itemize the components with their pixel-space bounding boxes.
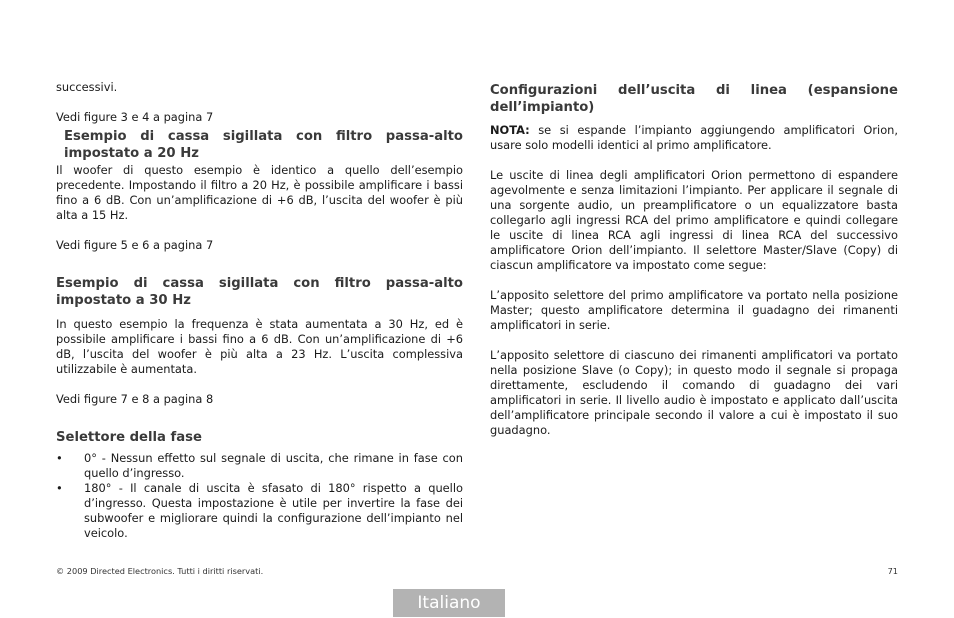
section-heading: Esempio di cassa sigillata con filtro passa-alto impostato a 30 Hz [56,276,463,308]
body-paragraph: In questo esempio la frequenza è stata aumentata a 30 Hz, ed è possibile amplificare i bassi fino a 6 dB. Con un’amplificazione di +6 dB, l’uscita del woofer è più alta a 23 Hz. L’uscita complessiva utilizzabile è aumentata. [56,317,463,376]
figure-reference: Vedi figure 3 e 4 a pagina 7 [56,110,214,124]
body-paragraph: L’apposito selettore di ciascuno dei rimanenti amplificatori va portato nella posizione Slave (o Copy); in questo modo il segnale si propaga direttamente, escludendo il comando di guadagno dei vari amplificatori in serie. Il livello audio è impostato e applicato dall’uscita dell’amplificatore principale secondo il valore a cui è impostato il suo guadagno. [490,348,898,437]
bullet-item [56,481,463,541]
copyright-notice: © 2009 Directed Electronics. Tutti i diritti riservati. [56,566,264,576]
section-heading: Esempio di cassa sigillata con filtro passa-alto impostato a 20 Hz [64,129,463,161]
bullet-text: 0° - Nessun effetto sul segnale di uscita, che rimane in fase con quello d’ingresso. [84,451,463,480]
language-tab: Italiano [393,589,505,617]
bullet-icon: • [56,481,63,495]
body-paragraph: Le uscite di linea degli amplificatori Orion permettono di espandere agevolmente e senza limitazioni l’impianto. Per applicare il segnale di una sorgente audio, un preamplificatore o un equalizzatore basta collegarlo agli ingressi RCA del primo amplificatore e quindi collegare le uscite di linea RCA agli ingressi di linea RCA del successivo amplificatore Orion dell’impianto. Il selettore Master/Slave (Copy) di ciascun amplificatore va impostato come segue: [490,168,898,272]
figure-reference: Vedi figure 7 e 8 a pagina 8 [56,392,214,406]
figure-reference: Vedi figure 5 e 6 a pagina 7 [56,238,214,252]
body-paragraph: L’apposito selettore del primo amplificatore va portato nella posizione Master; questo amplificatore determina il guadagno dei rimanenti amplificatori in serie. [490,288,898,332]
bullet-text: 180° - Il canale di uscita è sfasato di 180° rispetto a quello d’ingresso. Questa impostazione è utile per invertire la fase dei subwoofer e migliorare quindi la configurazione dell’impianto nel veicolo. [84,481,463,540]
continued-text: successivi. [56,80,118,94]
note-label: NOTA: [490,123,530,137]
section-heading: Selettore della fase [56,430,202,445]
body-paragraph: Il woofer di questo esempio è identico a quello dell’esempio precedente. Impostando il filtro a 20 Hz, è possibile amplificare i bassi fino a 6 dB. Con un’amplificazione di +6 dB, l’uscita del woofer è più alta a 15 Hz. [56,163,463,222]
bullet-item [56,451,463,481]
page-number: 71 [887,566,898,576]
section-heading: Configurazioni dell’uscita di linea (espansione dell’impianto) [490,83,898,115]
note-text: se si espande l’impianto aggiungendo amplificatori Orion, usare solo modelli identici al primo amplificatore. [490,123,898,152]
note-paragraph [490,123,898,153]
bullet-icon: • [56,451,63,465]
